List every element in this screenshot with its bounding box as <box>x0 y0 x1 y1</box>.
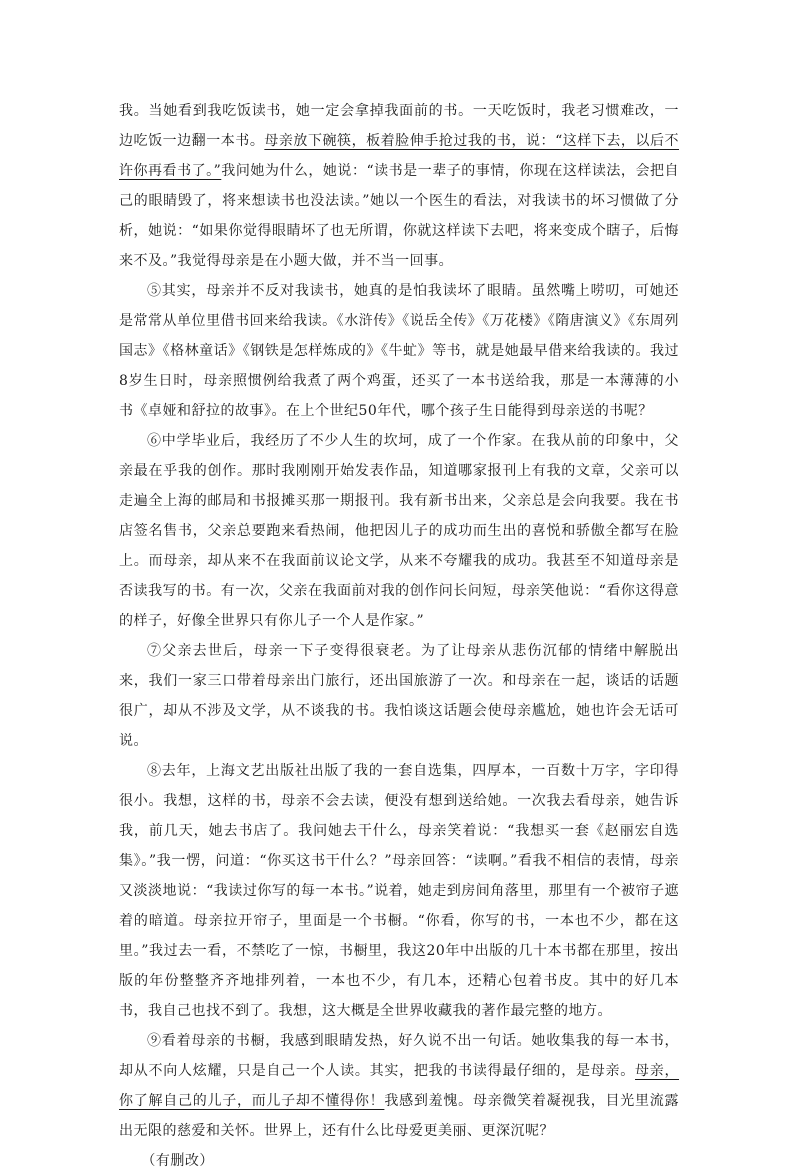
paragraph-list <box>119 96 679 1146</box>
paragraph-p6 <box>119 426 679 636</box>
text-run: ⑧去年，上海文艺出版社出版了我的一套自选集，四厚本，一百数十万字，字印得很小。我想，这样的书，母亲不会去读，便没有想到送给她。一次我去看母亲，她告诉我，前几天，她去书店了。我问她去干什么，母亲笑着说：“我想买一套《赵丽宏自选集》。”我一愣，问道：“你买这书干什么？”母亲回答：“读啊。”看我不相信的表情，母亲又淡淡地说：“我读过你写的每一本书。”说着，她走到房间角落里，那里有一个被帘子遮着的暗道。母亲拉开帘子，里面是一个书橱。“你看，你写的书，一本也不少，都在这里。”我过去一看，不禁吃了一惊，书橱里，我这20年中出版的几十本书都在那里，按出版的年份整整齐齐地排列着，一本也不少，有几本，还精心包着书皮。其中的好几本书，我自己也找不到了。我想，这大概是全世界收藏我的著作最完整的地方。 <box>119 763 679 1019</box>
paragraph-p5 <box>119 276 679 426</box>
paragraph-p9 <box>119 1026 679 1146</box>
paragraph-p8 <box>119 756 679 1026</box>
text-run: 我问她为什么，她说：“读书是一辈子的事情，你现在这样读法，会把自己的眼睛毁了，将来想读书也没法读。”她以一个医生的看法，对我读书的坏习惯做了分析，她说：“如果你觉得眼睛坏了也无所谓，你就这样读下去吧，将来变成个瞎子，后悔来不及。”我觉得母亲是在小题大做，并不当一回事。 <box>119 163 679 269</box>
text-run: 我。当她看到我吃饭读书，她一定会拿掉我面前的书。一天吃饭时，我老习惯难改，一边吃饭一边翻一本书。 <box>119 103 679 149</box>
text-run: ⑨看着母亲的书橱，我感到眼睛发热，好久说不出一句话。她收集我的每一本书，却从不向人炫耀，只是自己一个人读。其实，把我的书读得最仔细的，是母亲。 <box>119 1033 679 1079</box>
underlined-sentence: 母亲放下碗筷，板着脸伸手抢过我的书，说：“这样下去，以后不许你再看书了。” <box>119 133 680 179</box>
text-run: 我感到羞愧。母亲微笑着凝视我，目光里流露出无限的慈爱和关怀。世界上，还有什么比母爱更美丽、更深沉呢？ <box>119 1093 680 1139</box>
text-run: ⑦父亲去世后，母亲一下子变得很衰老。为了让母亲从悲伤沉郁的情绪中解脱出来，我们一家三口带着母亲出门旅行，还出国旅游了一次。和母亲在一起，谈话的话题很广，却从不涉及文学，从不谈我的书。我怕谈这话题会使母亲尴尬，她也许会无话可说。 <box>119 643 679 749</box>
source-note: （有删改） <box>141 1153 214 1169</box>
underlined-sentence: 母亲，你了解自己的儿子，而儿子却不懂得你！ <box>119 1063 680 1109</box>
paragraph-p-cont <box>119 96 679 276</box>
paragraph-p7 <box>119 636 679 756</box>
text-run: ⑥中学毕业后，我经历了不少人生的坎坷，成了一个作家。在我从前的印象中，父亲最在乎我的创作。那时我刚刚开始发表作品，知道哪家报刊上有我的文章，父亲可以走遍全上海的邮局和书报摊买那一期报刊。我有新书出来，父亲总是会向我要。我在书店签名售书，父亲总要跑来看热闹，他把因儿子的成功而生出的喜悦和骄傲全都写在脸上。而母亲，却从来不在我面前议论文学，从来不夸耀我的成功。我甚至不知道母亲是否读我写的书。有一次，父亲在我面前对我的创作问长问短，母亲笑他说：“看你这得意的样子，好像全世界只有你儿子一个人是作家。” <box>119 433 679 629</box>
article-body <box>119 96 679 1176</box>
text-run: ⑤其实，母亲并不反对我读书，她真的是怕我读坏了眼睛。虽然嘴上唠叨，可她还是常常从单位里借书回来给我读。《水浒传》《说岳全传》《万花楼》《隋唐演义》《东周列国志》《格林童话》《钢铁是怎样炼成的》《牛虻》等书，就是她最早借来给我读的。我过8岁生日时，母亲照惯例给我煮了两个鸡蛋，还买了一本书送给我，那是一本薄薄的小书《卓娅和舒拉的故事》。在上个世纪50年代，哪个孩子生日能得到母亲送的书呢？ <box>119 283 679 419</box>
